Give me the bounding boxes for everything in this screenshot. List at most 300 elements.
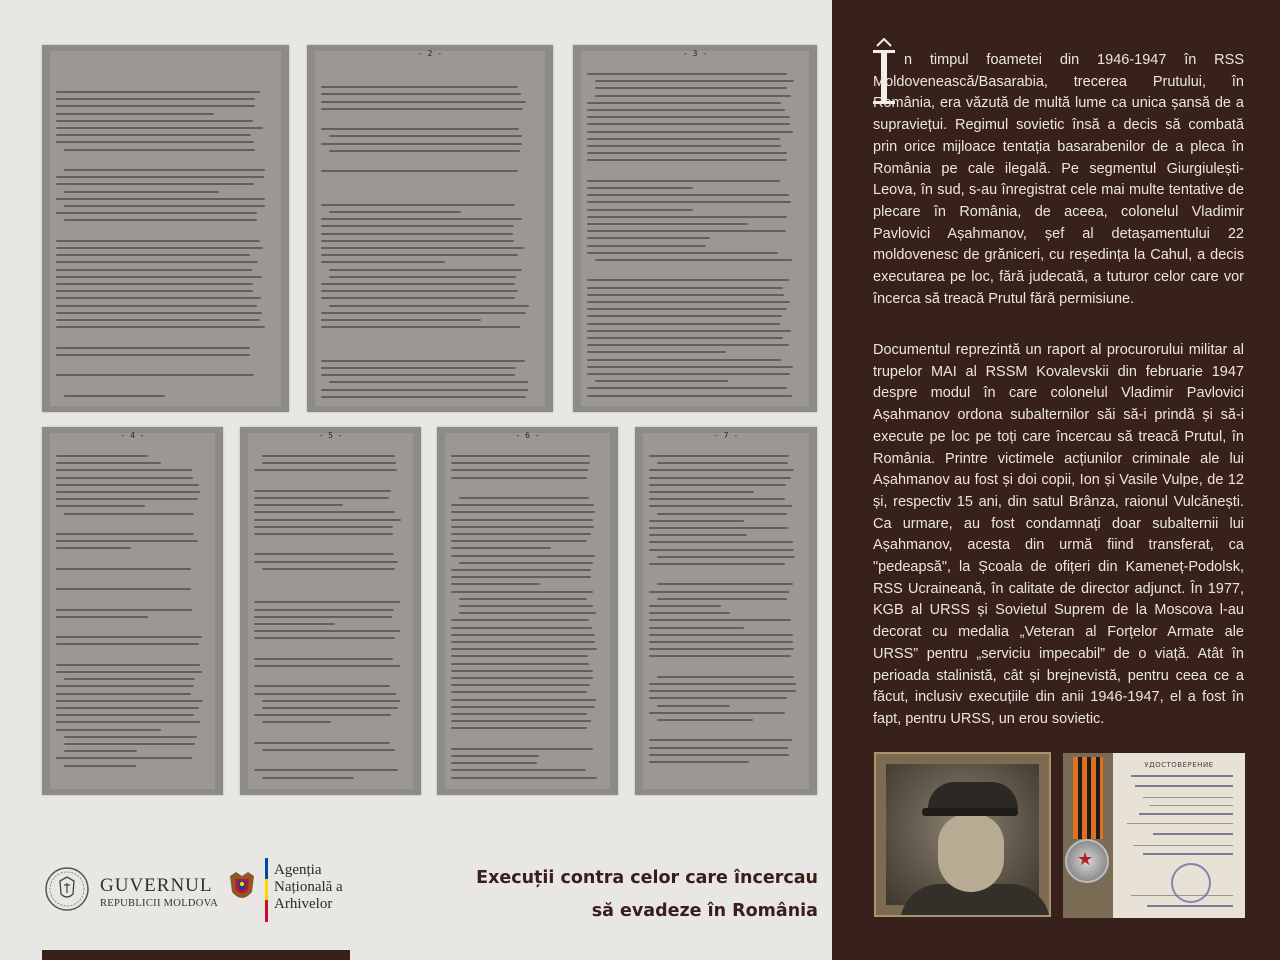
medal-certificate-photo: [1063, 753, 1245, 918]
typewritten-line: [56, 721, 200, 723]
typewritten-line: [56, 729, 161, 731]
typewritten-line: [321, 396, 526, 398]
typewritten-line: [649, 712, 785, 714]
typewritten-line: [321, 360, 525, 362]
typewritten-line: [649, 619, 791, 621]
document-scan-page-5: [240, 427, 421, 795]
typewritten-line: [56, 105, 255, 107]
typewritten-line: [451, 519, 593, 521]
typewritten-line: [56, 254, 250, 256]
typewritten-line: [321, 283, 515, 285]
typewritten-line: [56, 261, 258, 263]
typewritten-line: [451, 533, 591, 535]
typewritten-line: [657, 462, 788, 464]
typewritten-line: [321, 312, 526, 314]
typewritten-line: [254, 601, 400, 603]
typewritten-line: [56, 127, 263, 129]
typewritten-line: [321, 204, 515, 206]
typewritten-line: [321, 101, 526, 103]
typewritten-line: [321, 86, 518, 88]
typewritten-line: [451, 477, 587, 479]
typewritten-line: [64, 205, 265, 207]
typewritten-line: [254, 637, 395, 639]
typewritten-line: [321, 128, 519, 130]
typewritten-line: [64, 750, 137, 752]
certificate-document: [1113, 753, 1245, 918]
certificate-text-line: [1133, 845, 1233, 846]
typewritten-line: [254, 533, 393, 535]
typewritten-line: [451, 504, 594, 506]
typewritten-line: [451, 748, 593, 750]
typewritten-line: [321, 143, 522, 145]
typewritten-line: [321, 290, 518, 292]
certificate-text-line: [1139, 813, 1233, 815]
typewritten-line: [56, 183, 254, 185]
article-paragraph-2: Documentul reprezintă un raport al procurorului militar al trupelor MAI al RSSM Kovalevskii din februarie 1947 despre modul în care colonelul Vladimir Pavlovici Așahmanov ordona subalternilor săi să-i prindă și să-i execute pe loc pe toți care încercau să treacă Prutul, în România. Printre victimele acțiunilor criminale ale lui Așahmanov au fost și doi copii, Ion și Vasile Vulpe, de 12 și, respectiv 15 ani, din satul Brânza, raionul Vulcănești. Ca urmare, au fost condamnați doar subalternii lui Așahmanov, acesta din urmă fiind transferat, ca "pedeapsă", la Școala de ofițeri din Kameneț-Podolsk, RSS Ucraineană, în calitate de director adjunct. În 1977, KGB al URSS și Sovietul Suprem de la Moscova l-au decorat cu medalia „Veteran al Forțelor Armate ale URSS” pentru „serviciu impecabil” de o viață. Atât în perioada stalinistă, cât și brejnevistă, pentru ceea ce a făcut, inclusiv execuțiile din anii 1946-1947, el a fost în fapt, pentru URSS, un erou sovietic.: [873, 342, 1244, 727]
typewritten-line: [649, 690, 796, 692]
typewritten-line: [321, 367, 516, 369]
typewritten-line: [64, 395, 165, 397]
typewritten-line: [56, 374, 254, 376]
certificate-heading: УДОСТОВЕРЕНИЕ: [1144, 761, 1214, 769]
typewritten-line: [451, 720, 591, 722]
typewritten-line: [587, 152, 787, 154]
typewritten-line: [254, 665, 400, 667]
typewritten-line: [254, 490, 391, 492]
typewritten-line: [56, 141, 254, 143]
typewritten-line: [649, 641, 793, 643]
typewritten-line: [56, 707, 199, 709]
medal-ribbon: [1073, 757, 1103, 839]
typewritten-line: [254, 526, 393, 528]
typewritten-line: [254, 693, 396, 695]
typewritten-line: [649, 549, 794, 551]
typewritten-line: [56, 462, 161, 464]
typewritten-line: [56, 700, 203, 702]
typewritten-line: [321, 233, 513, 235]
typewritten-line: [451, 591, 593, 593]
typewritten-line: [451, 727, 587, 729]
typewritten-line: [56, 326, 265, 328]
national-archives-emblem-icon: [226, 866, 258, 908]
typewritten-line: [649, 534, 747, 536]
typewritten-line: [587, 159, 787, 161]
typewritten-line: [56, 354, 250, 356]
typewritten-line: [321, 93, 521, 95]
typewritten-line: [262, 707, 398, 709]
typewritten-line: [649, 648, 794, 650]
typewritten-line: [451, 641, 595, 643]
typewritten-line: [587, 279, 789, 281]
typewritten-line: [329, 276, 516, 278]
certificate-text-line: [1143, 853, 1233, 855]
page-number: - 5 -: [318, 431, 343, 440]
typewritten-line: [649, 697, 787, 699]
typewritten-line: [56, 91, 260, 93]
typewritten-line: [56, 134, 251, 136]
typewritten-line: [587, 337, 783, 339]
typewritten-line: [649, 455, 789, 457]
typewritten-line: [587, 223, 748, 225]
typewritten-line: [262, 721, 331, 723]
typewritten-line: [56, 198, 265, 200]
typewritten-line: [321, 319, 481, 321]
typewritten-line: [64, 191, 219, 193]
typewritten-line: [451, 670, 593, 672]
certificate-text-line: [1131, 775, 1233, 777]
typewritten-line: [254, 630, 400, 632]
typewritten-line: [587, 201, 791, 203]
agency-line-2: Națională a: [274, 879, 343, 895]
typewritten-line: [254, 623, 335, 625]
certificate-text-line: [1131, 895, 1233, 896]
exhibit-title: [420, 862, 818, 928]
typewritten-line: [321, 297, 515, 299]
typewritten-line: [459, 612, 596, 614]
typewritten-line: [64, 169, 265, 171]
typewritten-line: [451, 655, 588, 657]
typewritten-line: [451, 706, 595, 708]
typewritten-line: [262, 700, 400, 702]
page-number: - 2 -: [417, 49, 443, 58]
typewritten-line: [587, 308, 787, 310]
page-number: - 6 -: [515, 431, 540, 440]
typewritten-line: [56, 283, 253, 285]
typewritten-line: [56, 616, 148, 618]
typewritten-line: [56, 568, 191, 570]
footer-accent-bar: [42, 950, 350, 960]
typewritten-line: [587, 287, 783, 289]
document-scan-page-2: [307, 45, 553, 412]
typewritten-line: [587, 395, 792, 397]
typewritten-line: [56, 540, 198, 542]
typewritten-line: [451, 526, 594, 528]
typewritten-line: [254, 685, 390, 687]
typewritten-line: [451, 699, 596, 701]
typewritten-line: [56, 176, 264, 178]
typewritten-line: [657, 705, 730, 707]
typewritten-line: [657, 583, 793, 585]
typewritten-line: [649, 747, 788, 749]
typewritten-line: [587, 109, 785, 111]
typewritten-line: [459, 605, 593, 607]
typewritten-line: [56, 276, 262, 278]
typewritten-line: [254, 519, 401, 521]
typewritten-line: [262, 749, 395, 751]
typewritten-line: [657, 556, 795, 558]
typewritten-line: [321, 247, 524, 249]
typewritten-line: [649, 683, 796, 685]
certificate-text-line: [1135, 785, 1233, 787]
typewritten-line: [451, 469, 588, 471]
typewritten-line: [451, 713, 587, 715]
typewritten-line: [64, 513, 194, 515]
exhibit-title-line-2: să evadeze în România: [591, 901, 818, 921]
typewritten-line: [254, 553, 394, 555]
document-scan-page-7: [635, 427, 817, 795]
typewritten-line: [657, 513, 787, 515]
certificate-text-line: [1127, 823, 1233, 824]
typewritten-line: [64, 736, 197, 738]
typewritten-line: [329, 269, 522, 271]
national-archives-wordmark: [274, 862, 384, 913]
typewritten-line: [56, 98, 255, 100]
typewritten-line: [321, 170, 518, 172]
typewritten-line: [451, 677, 593, 679]
typewritten-line: [657, 719, 753, 721]
typewritten-line: [56, 319, 260, 321]
typewritten-line: [649, 498, 785, 500]
typewritten-line: [451, 634, 595, 636]
typewritten-line: [587, 187, 693, 189]
typewritten-line: [595, 95, 791, 97]
typewritten-line: [587, 344, 789, 346]
typewritten-line: [649, 739, 792, 741]
typewritten-line: [56, 247, 263, 249]
typewritten-line: [587, 116, 790, 118]
typewritten-line: [451, 755, 539, 757]
typewritten-line: [321, 225, 514, 227]
typewritten-line: [451, 762, 537, 764]
typewritten-line: [657, 676, 794, 678]
typewritten-line: [451, 769, 586, 771]
typewritten-line: [587, 194, 789, 196]
typewritten-line: [56, 290, 253, 292]
typewritten-line: [56, 297, 261, 299]
typewritten-line: [329, 135, 522, 137]
typewritten-line: [254, 769, 398, 771]
typewritten-line: [451, 455, 590, 457]
typewritten-line: [451, 691, 587, 693]
typewritten-line: [587, 209, 693, 211]
typewritten-line: [451, 569, 591, 571]
typewritten-line: [459, 562, 593, 564]
typewritten-line: [587, 131, 793, 133]
typewritten-line: [262, 568, 395, 570]
typewritten-line: [451, 547, 551, 549]
typewritten-line: [262, 777, 354, 779]
typewritten-line: [329, 150, 520, 152]
typewritten-line: [56, 120, 253, 122]
typewritten-line: [587, 387, 787, 389]
article-paragraph-1: n timpul foametei din 1946-1947 în RSS Moldovenească/Basarabia, trecerea Prutului, în România, era văzută de multă lume ca unica șansă de a supraviețui. Regimul sovietic însă a decis să combată prin orice mijloace tentația basarabenilor de a pleca în România pe cale ilegală. Pe segmentul Giurgiulești-Leova, în sud, s-au înregistrat cele mai multe tentative de plecare în România, de aceea, colonelul Vladimir Pavlovici Așahmanov, șef al detașamentului 22 moldovenesc de grăniceri, cu reședința la Cahul, a decis executarea pe loc, fără judecată, a tuturor celor care vor încerca să treacă Prutul fără permisiune.: [873, 52, 1244, 307]
typewritten-line: [587, 123, 790, 125]
typewritten-line: [451, 684, 590, 686]
typewritten-line: [56, 269, 252, 271]
typewritten-line: [56, 212, 257, 214]
typewritten-line: [64, 219, 257, 221]
certificate-text-line: [1153, 833, 1233, 835]
typewritten-line: [649, 527, 788, 529]
typewritten-line: [56, 636, 202, 638]
typewritten-line: [56, 491, 200, 493]
officer-portrait-photo: [874, 752, 1051, 917]
typewritten-line: [587, 366, 793, 368]
typewritten-line: [451, 663, 589, 665]
typewritten-line: [56, 685, 194, 687]
typewritten-line: [649, 563, 785, 565]
typewritten-line: [649, 477, 791, 479]
typewritten-line: [451, 583, 540, 585]
certificate-text-line: [1149, 805, 1233, 806]
typewritten-line: [649, 627, 744, 629]
document-scan-page-4: [42, 427, 223, 795]
typewritten-line: [321, 218, 522, 220]
typewritten-line: [649, 761, 749, 763]
typewritten-line: [64, 149, 255, 151]
typewritten-line: [56, 533, 194, 535]
typewritten-line: [649, 591, 789, 593]
typewritten-line: [451, 462, 590, 464]
government-wordmark: [100, 875, 218, 909]
page-number: - 7 -: [713, 431, 739, 440]
typewritten-line: [649, 520, 744, 522]
typewritten-line: [56, 588, 191, 590]
typewritten-line: [254, 469, 397, 471]
typewritten-line: [451, 777, 597, 779]
certificate-stamp: [1171, 863, 1211, 903]
document-scan-page-3: [573, 45, 817, 412]
typewritten-line: [254, 714, 391, 716]
typewritten-line: [56, 671, 202, 673]
certificate-text-line: [1147, 905, 1233, 907]
government-name: GUVERNUL: [100, 875, 213, 896]
typewritten-line: [587, 351, 726, 353]
typewritten-line: [254, 742, 390, 744]
typewritten-line: [56, 547, 131, 549]
typewritten-line: [587, 102, 781, 104]
typewritten-line: [595, 380, 728, 382]
typewritten-line: [587, 138, 780, 140]
typewritten-line: [321, 326, 520, 328]
typewritten-line: [262, 455, 395, 457]
typewritten-line: [451, 648, 597, 650]
page-number: - 3 -: [682, 49, 708, 58]
agency-line-1: Agenția: [274, 862, 322, 878]
typewritten-line: [649, 491, 754, 493]
star-icon: ★: [1077, 849, 1094, 869]
typewritten-line: [451, 627, 592, 629]
typewritten-line: [56, 455, 148, 457]
typewritten-line: [329, 211, 461, 213]
typewritten-line: [649, 541, 793, 543]
typewritten-line: [649, 505, 792, 507]
typewritten-line: [321, 374, 515, 376]
typewritten-line: [64, 743, 195, 745]
typewritten-line: [587, 237, 710, 239]
typewritten-line: [587, 180, 780, 182]
typewritten-line: [56, 693, 191, 695]
typewritten-line: [587, 315, 782, 317]
typewritten-line: [459, 497, 589, 499]
typewritten-line: [587, 245, 706, 247]
typewritten-line: [254, 658, 393, 660]
typewritten-line: [56, 714, 194, 716]
typewritten-line: [451, 540, 587, 542]
exhibit-title-line-1: Execuții contra celor care încercau: [476, 868, 818, 888]
agency-line-3: Arhivelor: [274, 896, 333, 912]
typewritten-line: [587, 230, 786, 232]
typewritten-line: [649, 612, 730, 614]
typewritten-line: [56, 469, 192, 471]
typewritten-line: [254, 504, 343, 506]
typewritten-line: [56, 477, 193, 479]
typewritten-line: [587, 145, 781, 147]
government-subtitle: REPUBLICII MOLDOVA: [100, 898, 219, 909]
typewritten-line: [649, 484, 786, 486]
typewritten-line: [329, 381, 528, 383]
typewritten-line: [262, 462, 396, 464]
typewritten-line: [451, 576, 591, 578]
document-scan-page-6: [437, 427, 618, 795]
typewritten-line: [56, 609, 192, 611]
page-number: - 4 -: [120, 431, 145, 440]
typewritten-line: [595, 87, 787, 89]
typewritten-line: [56, 347, 250, 349]
government-coat-of-arms-icon: [44, 866, 90, 912]
typewritten-line: [451, 555, 595, 557]
typewritten-line: [587, 330, 791, 332]
typewritten-line: [56, 643, 199, 645]
typewritten-line: [56, 484, 199, 486]
typewritten-line: [56, 312, 262, 314]
typewritten-line: [657, 598, 787, 600]
certificate-text-line: [1143, 797, 1233, 798]
typewritten-line: [56, 505, 145, 507]
typewritten-line: [56, 498, 198, 500]
typewritten-line: [587, 301, 790, 303]
typewritten-line: [321, 261, 445, 263]
typewritten-line: [649, 754, 789, 756]
typewritten-line: [56, 664, 200, 666]
typewritten-line: [649, 605, 721, 607]
typewritten-line: [321, 389, 528, 391]
typewritten-line: [56, 757, 192, 759]
typewritten-line: [451, 619, 589, 621]
typewritten-line: [254, 497, 389, 499]
typewritten-line: [254, 609, 394, 611]
typewritten-line: [329, 305, 529, 307]
typewritten-line: [587, 359, 781, 361]
typewritten-line: [321, 240, 514, 242]
typewritten-line: [254, 616, 392, 618]
typewritten-line: [64, 765, 136, 767]
typewritten-line: [587, 216, 787, 218]
typewritten-line: [56, 113, 214, 115]
tricolor-divider: [265, 858, 268, 922]
typewritten-line: [56, 305, 257, 307]
typewritten-line: [451, 511, 595, 513]
typewritten-line: [587, 252, 778, 254]
typewritten-line: [587, 73, 787, 75]
typewritten-line: [459, 598, 587, 600]
typewritten-line: [56, 240, 260, 242]
typewritten-line: [649, 634, 793, 636]
typewritten-line: [64, 678, 195, 680]
typewritten-line: [649, 469, 794, 471]
document-scan-page-1: [42, 45, 289, 412]
typewritten-line: [254, 561, 398, 563]
typewritten-line: [321, 108, 523, 110]
typewritten-line: [587, 373, 790, 375]
typewritten-line: [587, 323, 780, 325]
typewritten-line: [649, 655, 791, 657]
typewritten-line: [587, 294, 784, 296]
typewritten-line: [595, 259, 792, 261]
typewritten-line: [254, 511, 395, 513]
typewritten-line: [595, 80, 794, 82]
typewritten-line: [321, 254, 518, 256]
